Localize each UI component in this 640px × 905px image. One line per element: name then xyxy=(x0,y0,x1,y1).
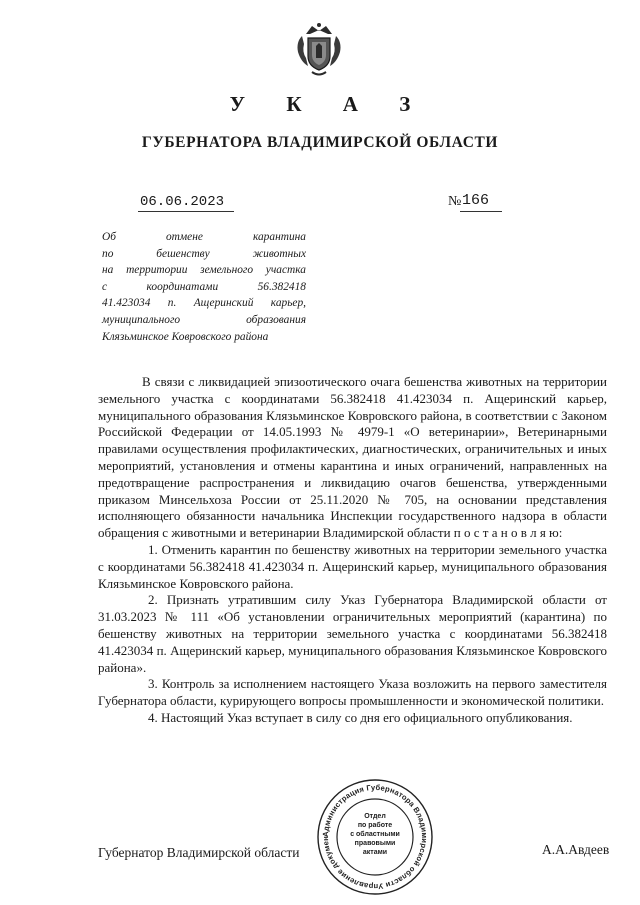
stamp-center-text xyxy=(340,812,410,857)
document-date: 06.06.2023 xyxy=(140,194,225,210)
summary-line: 41.423034 п. Ащеринский карьер, xyxy=(102,297,306,310)
document-number: 166 xyxy=(462,192,490,209)
stamp-center-line: актами xyxy=(362,849,388,856)
preamble-paragraph: В связи с ликвидацией эпизоотического очага бешенства животных на территории земельного участка с координатами 56.382418 41.423034 п. Ащеринский карьер, муниципального образования Клязьминское Ковровского района, в соответствии с Законом Российской Федерации от 14.05.1993 № 4979-1 «О ветеринарии», Ветеринарными правилами осуществления профилактических, диагностических, ограничительных и иных мероприятий, установления и отмены карантина и иных ограничений, направленных на предотвращение распространения и ликвидацию очагов бешенства, утвержденными приказом Минсельхоза России от 25.11.2020 № 705, на основании представления исполняющего обязанности начальника Инспекции государственного надзора в области обращения с животными и ветеринарии Владимирской области п о с т а н о в л я ю: xyxy=(98,374,607,541)
order-item-4: 4. Настоящий Указ вступает в силу со дня его официального опубликования. xyxy=(148,709,573,725)
summary-line: по бешенству животных xyxy=(102,247,306,260)
coat-of-arms-icon xyxy=(292,22,346,78)
order-item-2: 2. Признать утратившим силу Указ Губернатора Владимирской области от 31.03.2023 № 111 «Об установлении ограничительных мероприятий (карантина) по бешенству животных на территории земельного участка с координатами 56.382418 41.423034 п. Ащеринский карьер, муниципального образования Клязьминское Ковровского района». xyxy=(98,592,607,675)
document-summary xyxy=(102,229,306,345)
signatory-name: А.А.Авдеев xyxy=(542,842,610,857)
document-body xyxy=(98,374,607,727)
document-title: У К А З xyxy=(229,92,429,116)
summary-line: Клязьминское Ковровского района xyxy=(102,330,269,343)
date-underline xyxy=(138,211,234,212)
signatory-position: Губернатор Владимирской области xyxy=(98,845,300,860)
stamp-center-line: правовыми xyxy=(354,840,396,847)
order-item-1: 1. Отменить карантин по бешенству животных на территории земельного участка с координатами 56.382418 41.423034 п. Ащеринский карьер, муниципального образования Клязьминское Ковровского района. xyxy=(98,541,607,591)
summary-line: Об отмене карантина xyxy=(102,231,306,243)
stamp-center-line: по работе xyxy=(357,822,393,829)
summary-line: с координатами 56.382418 xyxy=(102,280,306,293)
document-subtitle: ГУБЕРНАТОРА ВЛАДИМИРСКОЙ ОБЛАСТИ xyxy=(141,134,499,151)
summary-line: муниципального образования xyxy=(102,313,306,326)
stamp-center-line: Отдел xyxy=(364,813,386,820)
stamp-center-line: с областными xyxy=(350,831,400,838)
number-underline xyxy=(460,211,502,212)
number-sign: № xyxy=(448,194,462,209)
summary-line: на территории земельного участка xyxy=(102,264,306,277)
order-item-3: 3. Контроль за исполнением настоящего Указа возложить на первого заместителя Губернатора области, курирующего вопросы промышленности и экономической политики. xyxy=(98,676,607,709)
stamp-ring-text: Администрация Губернатора Владимирской области Управление докумен xyxy=(320,782,430,892)
